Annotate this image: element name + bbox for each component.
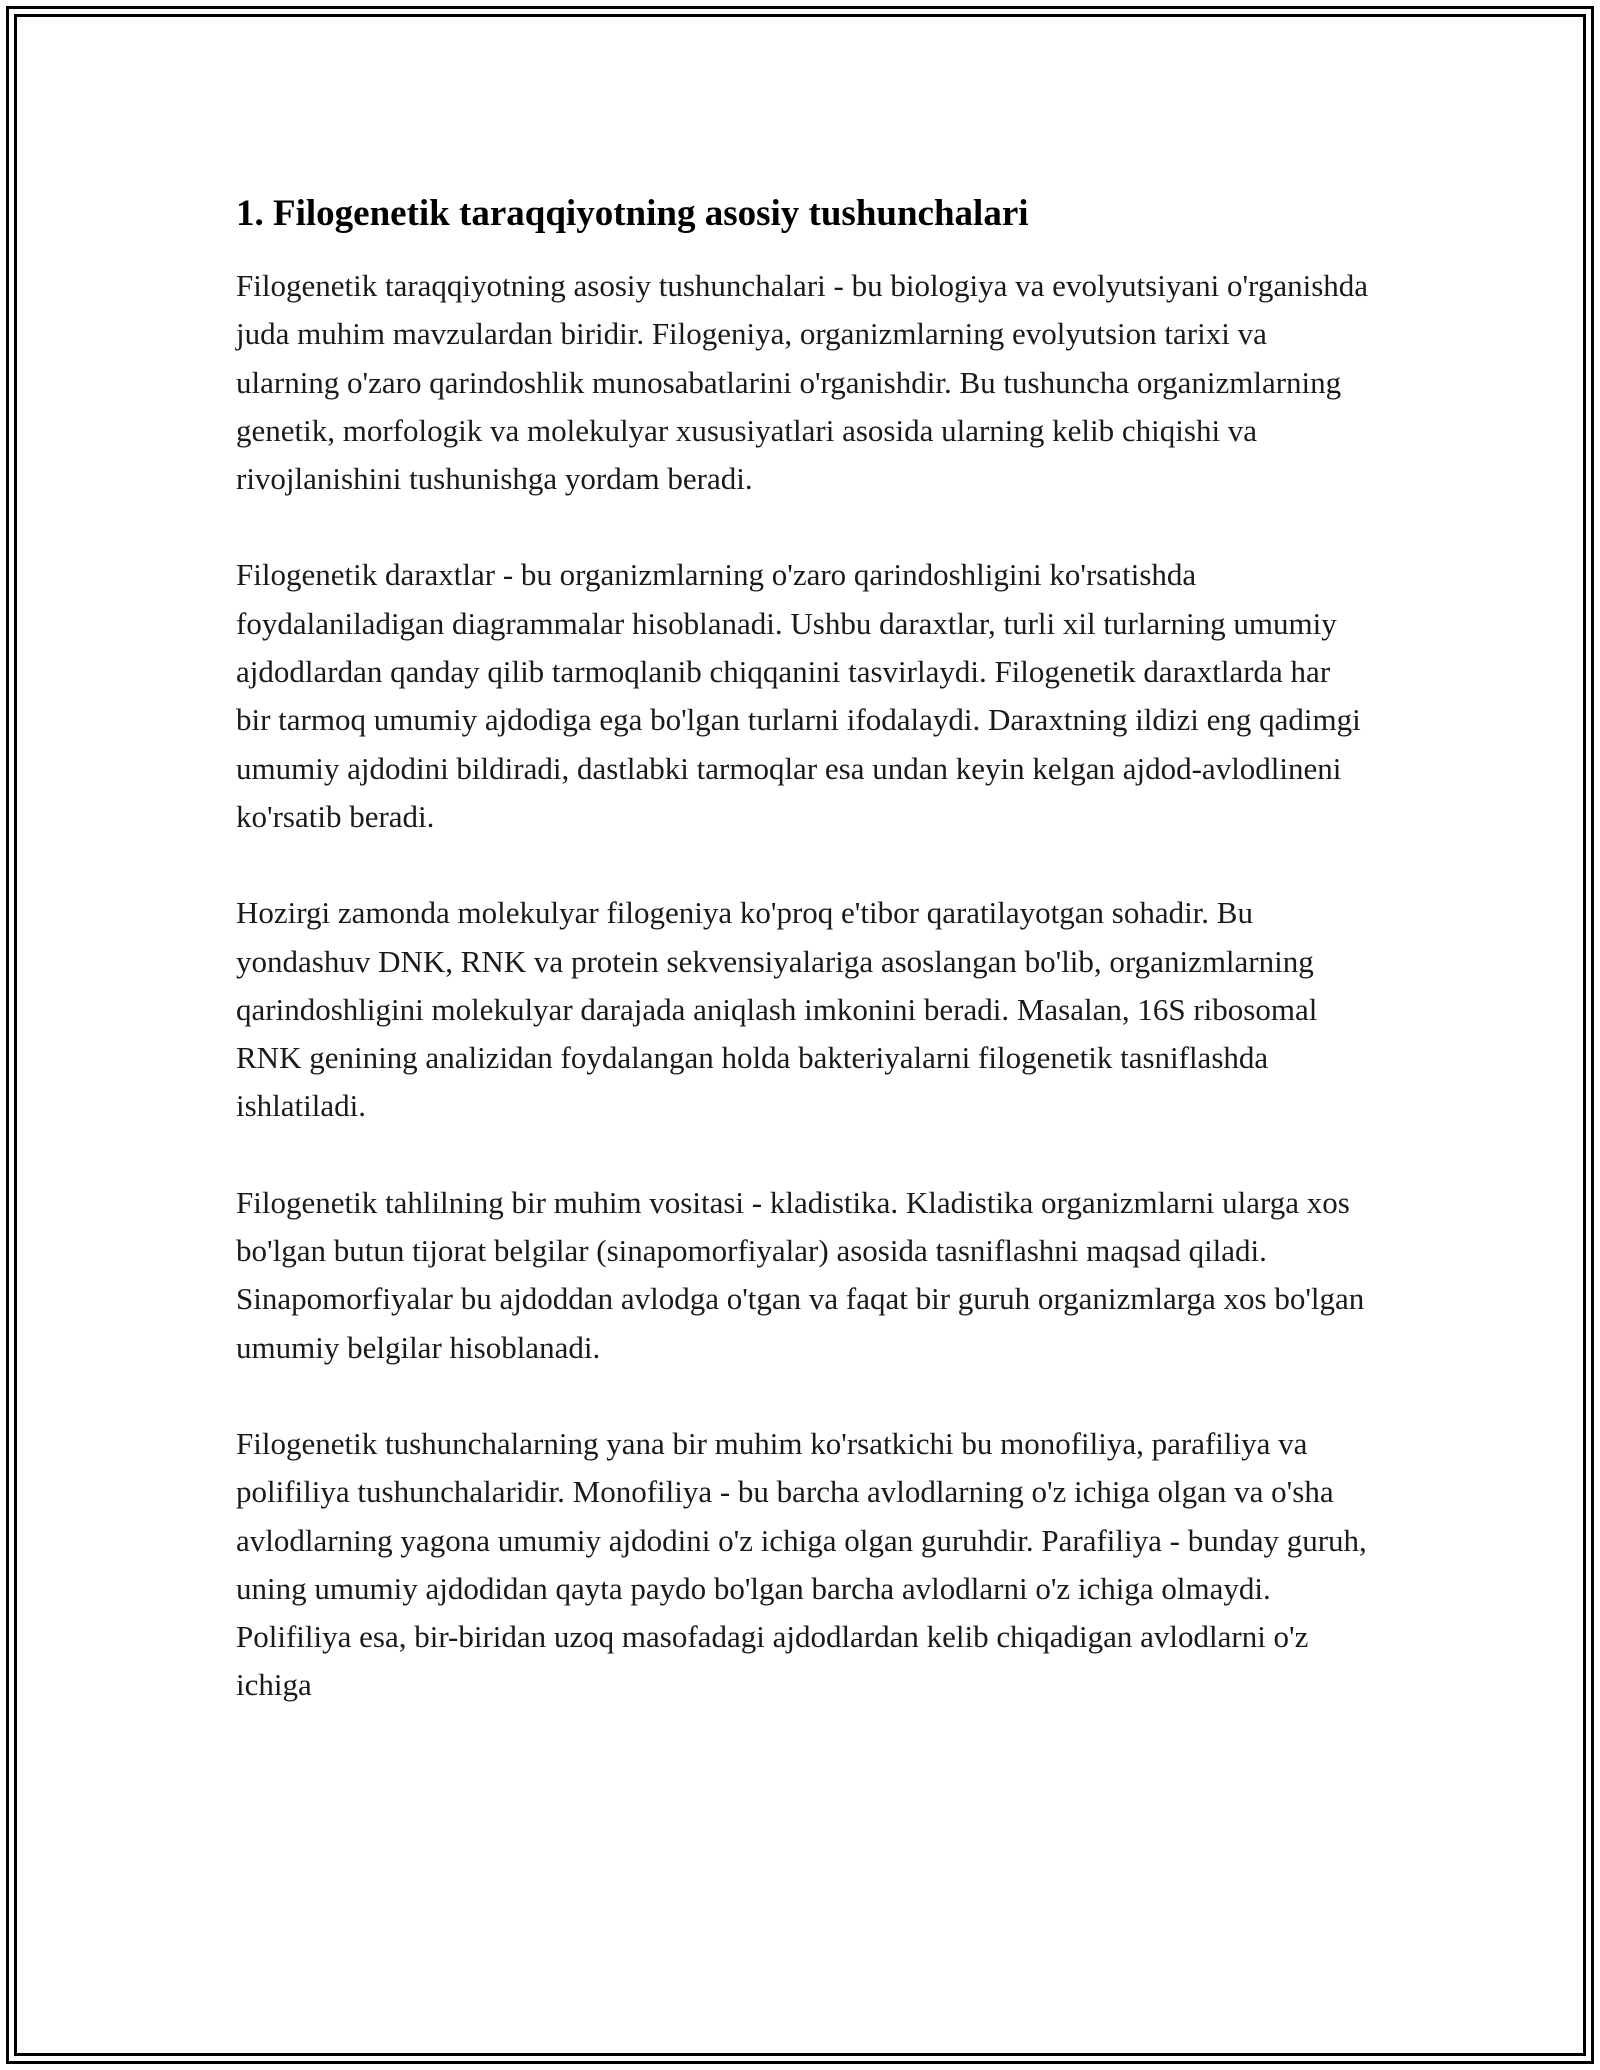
paragraph-cladistics: Filogenetik tahlilning bir muhim vositasi - kladistika. Kladistika organizmlarni ularga xos bo'lgan butun tijorat belgilar (sinapomorfiyalar) asosida tasniflashni maqsad qiladi. Sinapomorfiyalar bu ajdoddan avlodga o'tgan va faqat bir guruh organizmlarga xos bo'lgan umumiy belgilar hisoblanadi. xyxy=(236,1184,1365,1365)
document-body xyxy=(236,186,1370,1758)
paragraph-phylogeny-intro: Filogenetik taraqqiyotning asosiy tushunchalari - bu biologiya va evolyutsiyani o'rganishda juda muhim mavzulardan biridir. Filogeniya, organizmlarning evolyutsion tarixi va ularning o'zaro qarindoshlik munosabatlarini o'rganishdir. Bu tushuncha organizmlarning genetik, morfologik va molekulyar xususiyatlari asosida ularning kelib chiqishi va rivojlanishini tushunishga yordam beradi. xyxy=(236,268,1369,497)
paragraph-phylogenetic-trees: Filogenetik daraxtlar - bu organizmlarning o'zaro qarindoshligini ko'rsatishda foydalaniladigan diagrammalar hisoblanadi. Ushbu daraxtlar, turli xil turlarning umumiy ajdodlardan qanday qilib tarmoqlanib chiqqanini tasvirlaydi. Filogenetik daraxtlarda har bir tarmoq umumiy ajdodiga ega bo'lgan turlarni ifodalaydi. Daraxtning ildizi eng qadimgi umumiy ajdodini bildiradi, dastlabki tarmoqlar esa undan keyin kelgan ajdod-avlodlineni ko'rsatib beradi. xyxy=(236,557,1361,834)
paragraph-molecular-phylogeny: Hozirgi zamonda molekulyar filogeniya ko'proq e'tibor qaratilayotgan sohadir. Bu yondashuv DNK, RNK va protein sekvensiyalariga asoslangan bo'lib, organizmlarning qarindoshligini molekulyar darajada aniqlash imkonini beradi. Masalan, 16S ribosomal RNK genining analizidan foydalangan holda bakteriyalarni filogenetik tasniflashda ishlatiladi. xyxy=(236,895,1318,1124)
paragraph-monophyly: Filogenetik tushunchalarning yana bir muhim ko'rsatkichi bu monofiliya, parafiliya va polifiliya tushunchalaridir. Monofiliya - bu barcha avlodlarning o'z ichiga olgan va o'sha avlodlarning yagona umumiy ajdodini o'z ichiga olgan guruhdir. Parafiliya - bunday guruh, uning umumiy ajdodidan qayta paydo bo'lgan barcha avlodlarni o'z ichiga olmaydi. Polifiliya esa, bir-biridan uzoq masofadagi ajdodlardan kelib chiqadigan avlodlarni o'z ichiga xyxy=(236,1425,1367,1703)
section-title: 1. Filogenetik taraqqiyotning asosiy tushunchalari xyxy=(236,193,1029,234)
